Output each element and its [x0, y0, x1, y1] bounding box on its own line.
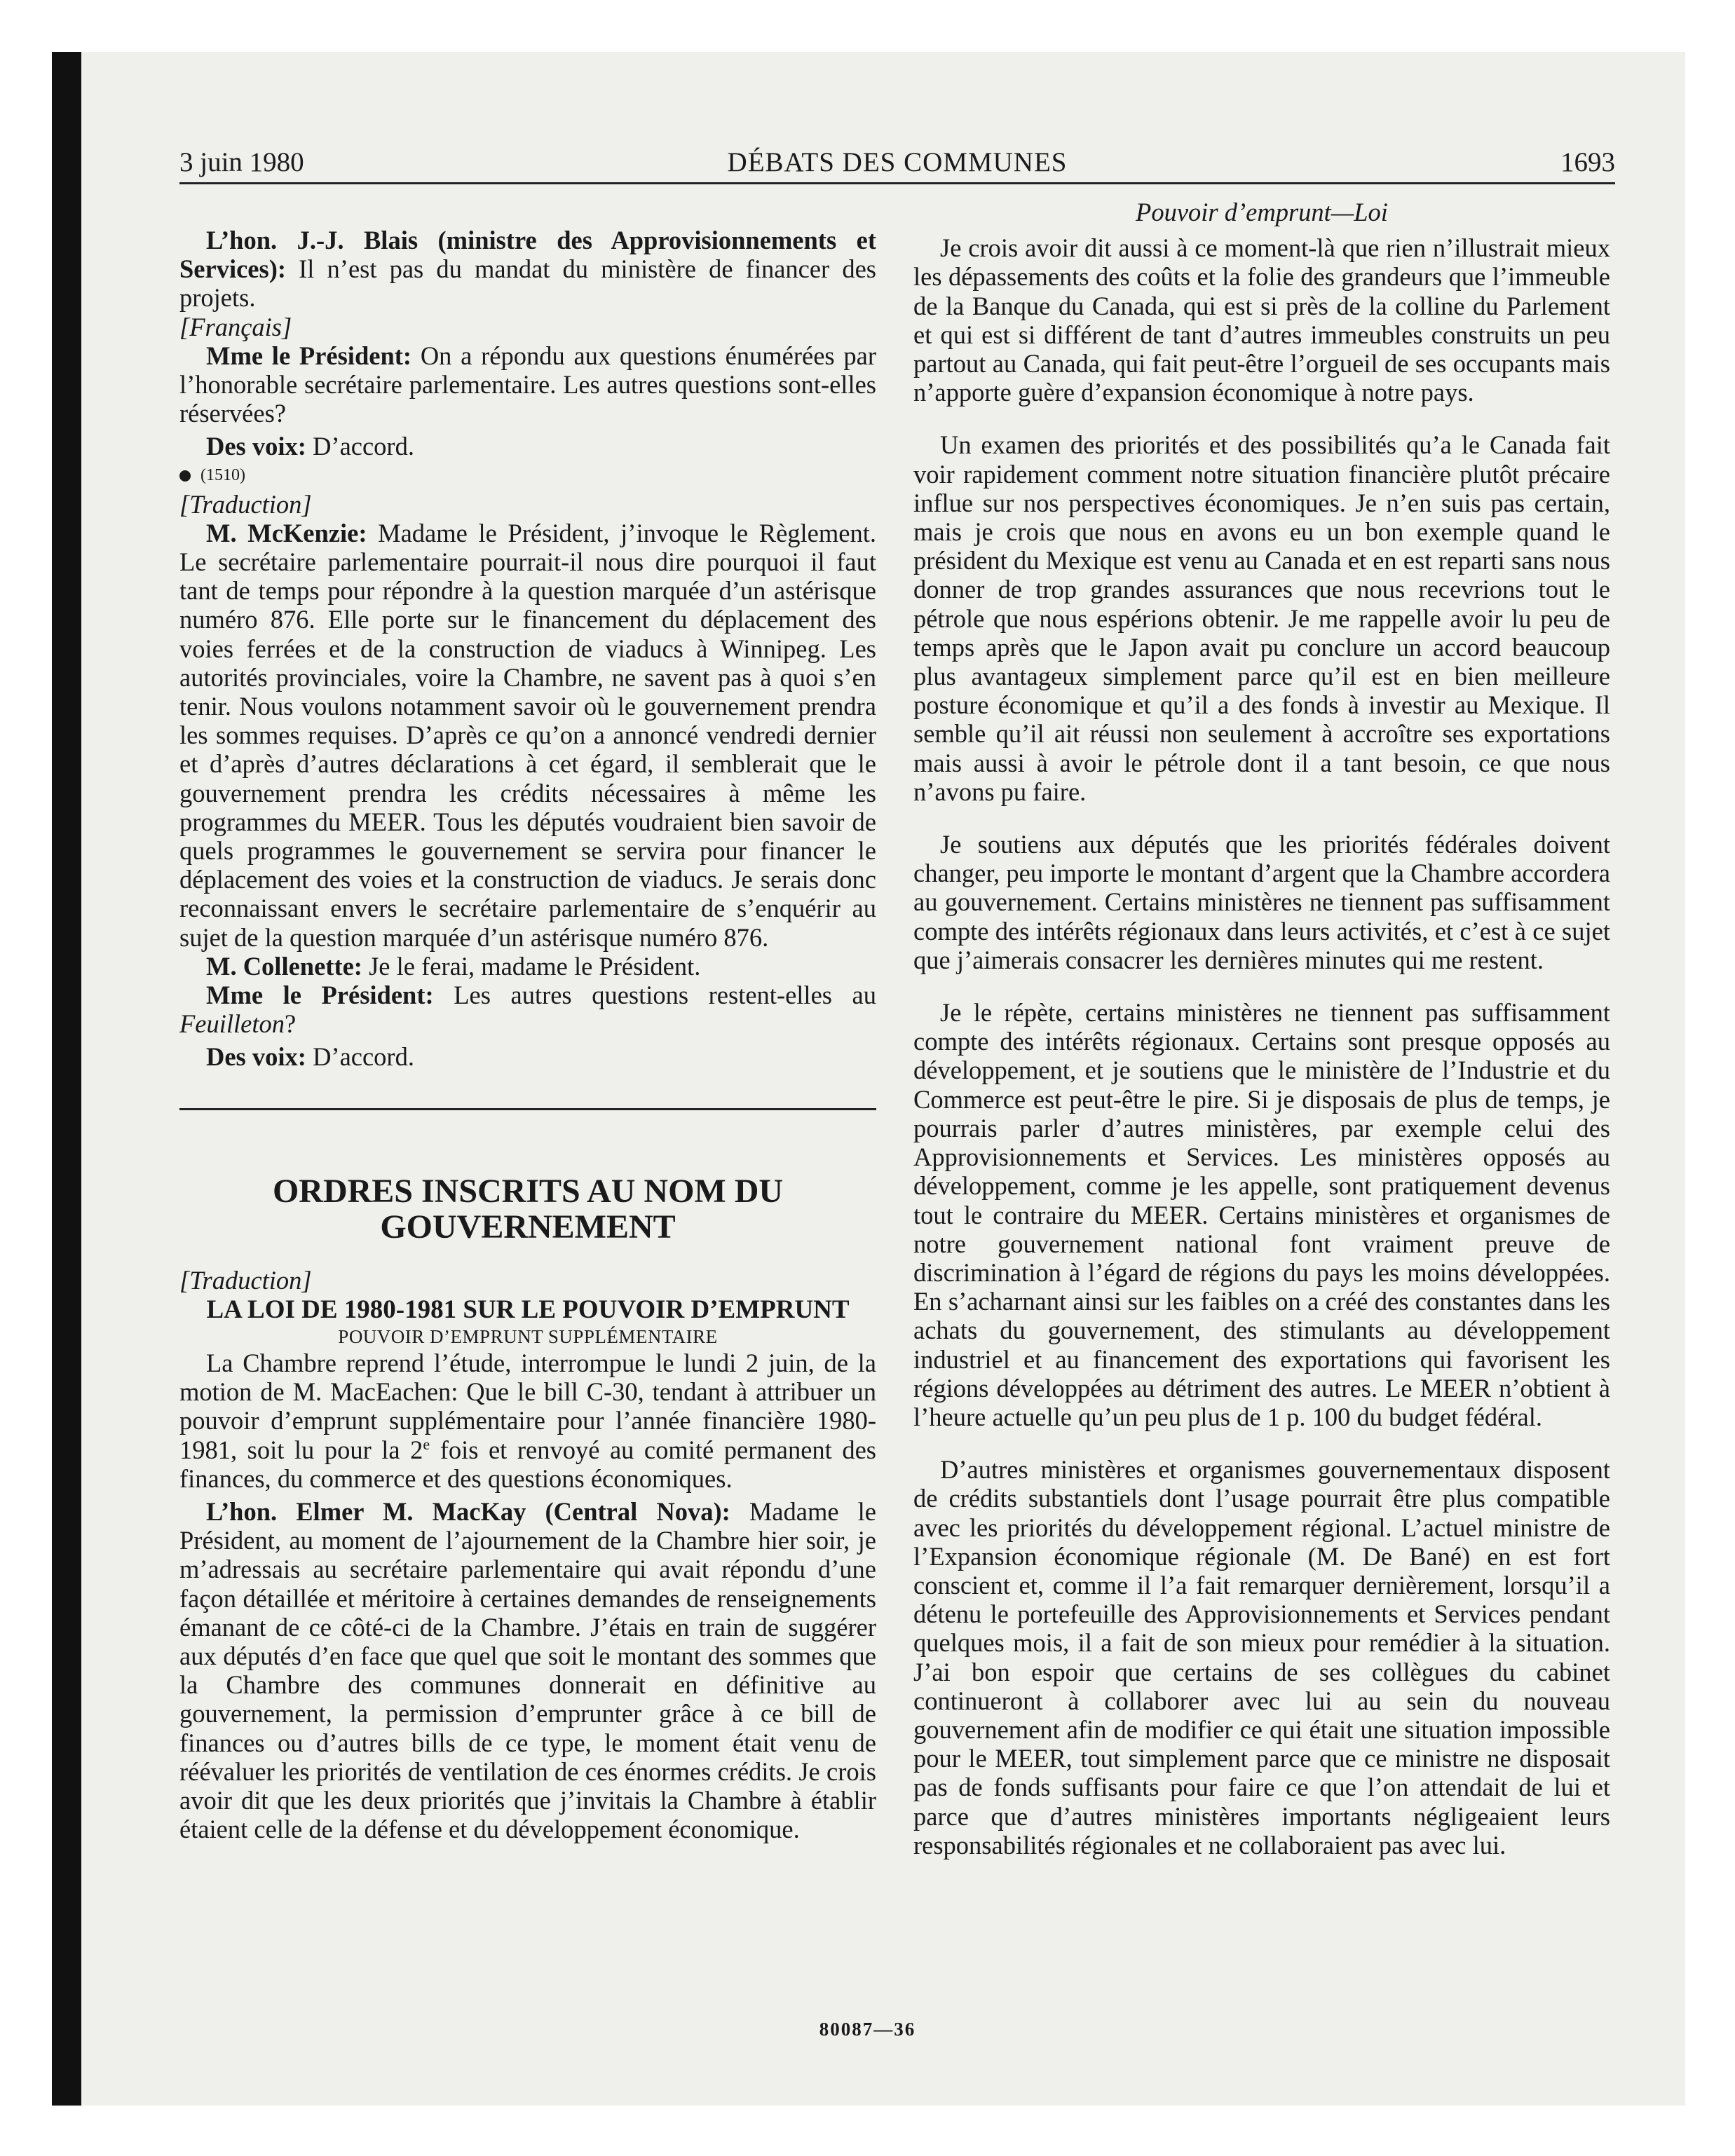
- orders-title-line-2: GOUVERNEMENT: [380, 1208, 676, 1246]
- paragraph-collenette: [179, 952, 876, 981]
- running-subhead: Pouvoir d’emprunt—Loi: [1136, 198, 1388, 226]
- speaker-name: Des voix:: [206, 432, 306, 461]
- header-page-number: 1693: [1560, 147, 1615, 177]
- motion-text: La Chambre reprend l’étude, interrompue le lundi 2 juin, de la motion de M. MacEachen: Que le bill C-30, tendant à attribuer un pouvoir d’emprunt supplémentaire pour l’année financière 1980-1981, soit lu pour la 2: [179, 1348, 876, 1464]
- running-header: [179, 146, 1615, 184]
- speech-text: Madame le Président, j’invoque le Règlement. Le secrétaire parlementaire pourrait-il nous dire pourquoi il faut tant de temps pour répondre à la question marquée d’un astérisque numéro 876. Elle porte sur le financement du déplacement des voies ferrées et de la construction de viaducs à Winnipeg. Les autorités provinciales, voire la Chambre, ne savent pas à quoi s’en tenir. Nous voulons notamment savoir où le gouvernement prendra les sommes requises. D’après ce qu’on a annoncé vendredi dernier et d’après d’autres déclarations à cet égard, il semblerait que le gouvernement prendra les crédits nécessaires à même les programmes du MEER. Tous les députés voudraient bien savoir de quels programmes le gouvernement se servira pour financer le déplacement des voies et la construction de viaducs. Je serais donc reconnaissant envers le secrétaire parlementaire de s’enquérir au sujet de la question marquée d’un astérisque numéro 876.: [179, 518, 876, 952]
- paragraph-r5: D’autres ministères et organismes gouvernementaux disposent de crédits substantiels dont l’usage pourrait être plus compatible avec les priorités du développement régional. L’actuel ministre de l’Expansion économique régionale (M. De Bané) en est fort conscient et, comme il l’a fait remarquer dernièrement, lorsqu’il a détenu le portefeuille des Approvisionnements et Services pendant quelques mois, il a fait de son mieux pour remédier à la situation. J’ai bon espoir que certains de ses collègues du cabinet continueront à collaborer avec lui au sein du nouveau gouvernement afin de modifier ce qui était une situation impossible pour le MEER, tout simplement parce que ce ministre ne disposait pas de fonds suffisants pour faire ce que l’on attendait de lui et parce que d’autres ministères importants négligeaient leurs responsabilités régionales et ne collaboraient pas avec lui.: [913, 1455, 1610, 1860]
- section-divider: [179, 1108, 876, 1110]
- orders-title: [179, 1173, 876, 1245]
- paragraph-r1: Je crois avoir dit aussi à ce moment-là que rien n’illustrait mieux les dépassements des coûts et la folie des grandeurs que l’immeuble de la Banque du Canada, qui est si près de la colline du Parlement et qui est si différent de tant d’autres immeubles construits un peu partout au Canada, qui fait peut-être l’orgueil de ses occupants mais n’apporte guère d’expansion économique à notre pays.: [913, 233, 1610, 407]
- binding-edge: [52, 52, 81, 2106]
- orders-title-line-1: ORDRES INSCRITS AU NOM DU: [272, 1172, 784, 1210]
- paragraph-r2: Un examen des priorités et des possibilités qu’a le Canada fait voir rapidement comment notre situation financière plutôt précaire influe sur nos perspectives économiques. Je n’en suis pas certain, mais je crois que nous en avons eu un bon exemple quand le président du Mexique est venu au Canada et en est reparti sans nous donner de trop grandes assurances que nous recevrions tout le pétrole que nous espérions obtenir. Je me rappelle avoir lu peu de temps après que le Japon avait pu conclure un accord beaucoup plus avantageux simplement parce qu’il est en bien meilleure posture économique et qu’il a des fonds à investir au Mexique. Il semble qu’il ait réussi non seulement à accroître ses exportations mais aussi à avoir le pétrole dont il a tant besoin, ce que nous n’avons pu faire.: [913, 430, 1610, 806]
- paragraph-mckenzie: [179, 519, 876, 952]
- speaker-name: Mme le Président:: [206, 981, 434, 1010]
- speaker-name: L’hon. Elmer M. MacKay (Central Nova):: [206, 1496, 730, 1526]
- footer-code: 80087—36: [819, 2019, 916, 2040]
- speech-text: D’accord.: [306, 1042, 414, 1072]
- bullet-icon: [179, 470, 191, 482]
- language-marker: [Traduction]: [179, 1265, 312, 1295]
- speech-text: Il n’est pas du mandat du ministère de financer des projets.: [179, 254, 876, 313]
- language-marker: [Français]: [179, 312, 292, 341]
- paragraph-voices-2: [179, 1042, 876, 1071]
- paragraph-mackay: [179, 1497, 876, 1843]
- paragraph-voices-1: [179, 432, 876, 460]
- speaker-name: M. Collenette:: [206, 951, 362, 981]
- bill-subtitle: POUVOIR D’EMPRUNT SUPPLÉMENTAIRE: [338, 1325, 718, 1347]
- speech-text: D’accord.: [306, 432, 414, 461]
- time-marker: [179, 461, 876, 490]
- speech-text: Les autres questions restent-elles au: [433, 981, 876, 1010]
- motion-text-end: fois et renvoyé au comité permanent des finances, du commerce et des questions économiques.: [179, 1435, 876, 1493]
- paragraph-r4: Je le répète, certains ministères ne tiennent pas suffisamment compte des intérêts régionaux. Certains sont presque opposés au développement, et je soutiens que le ministère de l’Industrie et du Commerce est peut-être le pire. Si je disposais de plus de temps, je pourrais parler d’autres ministères, par exemple celui des Approvisionnements et Services. Les ministères opposés au développement, comme je les appelle, sont pratiquement devenus tout le contraire du MEER. Certains ministères et organismes de notre gouvernement national font vraiment preuve de discrimination à l’égard de régions du pays les moins développées. En s’acharnant ainsi sur les faibles on a créé des constantes dans les achats du gouvernement, des stimulants au développement industriel et au financement des exportations qui favorisent les régions développées au détriment des autres. Le MEER n’obtient à l’heure actuelle qu’un peu plus de 1 p. 100 du budget fédéral.: [913, 998, 1610, 1431]
- right-column: [913, 198, 1610, 1860]
- bill-title: LA LOI DE 1980-1981 SUR LE POUVOIR D’EMPRUNT: [206, 1295, 850, 1324]
- speech-text: Je le ferai, madame le Président.: [362, 951, 701, 981]
- ordinal-superscript: e: [423, 1435, 430, 1453]
- speaker-name: Mme le Président:: [206, 341, 412, 370]
- header-journal-title: DÉBATS DES COMMUNES: [727, 147, 1068, 177]
- speaker-name: M. McKenzie:: [206, 518, 367, 547]
- speaker-name: L’hon. J.-J. Blais (ministre des Approvisionnements et Services):: [179, 226, 876, 284]
- speech-text: Madame le Président, au moment de l’ajournement de la Chambre hier soir, je m’adressais au secrétaire parlementaire qui avait répondu d’une façon détaillée et méritoire à certaines demandes de renseignements émanant de ce côté-ci de la Chambre. J’étais en train de suggérer aux députés d’en face que quel que soit le montant des sommes que la Chambre des communes donnerait en définitive au gouvernement, la permission d’emprunter grâce à ce bill de finances ou d’autres bills de ce type, le moment était venu de réévaluer les priorités de ventilation de ces énormes crédits. Je crois avoir dit que les deux priorités que j’invitais la Chambre à établir étaient celle de la défense et du développement économique.: [179, 1496, 876, 1844]
- paragraph-r3: Je soutiens aux députés que les priorités fédérales doivent changer, peu importe le montant d’argent que la Chambre accordera au gouvernement. Certains ministères ne tiennent pas suffisamment compte des intérêts régionaux dans leurs activités, et c’est à ce sujet que j’aimerais consacrer les dernières minutes qui me restent.: [913, 830, 1610, 974]
- speaker-name: Des voix:: [206, 1042, 306, 1072]
- language-marker: [Traduction]: [179, 489, 312, 519]
- paragraph-president-2: [179, 981, 876, 1038]
- header-date: 3 juin 1980: [179, 147, 304, 177]
- speech-text-end: ?: [285, 1009, 297, 1039]
- paragraph-president-1: [179, 341, 876, 428]
- feuilleton-italic: Feuilleton: [179, 1009, 285, 1039]
- time-text: (1510): [200, 465, 245, 484]
- left-column: [179, 198, 876, 1843]
- paragraph-blais: [179, 226, 876, 313]
- paragraph-motion: [179, 1349, 876, 1493]
- speech-text: On a répondu aux questions énumérées par l’honorable secrétaire parlementaire. Les autres questions sont-elles réservées?: [179, 341, 876, 428]
